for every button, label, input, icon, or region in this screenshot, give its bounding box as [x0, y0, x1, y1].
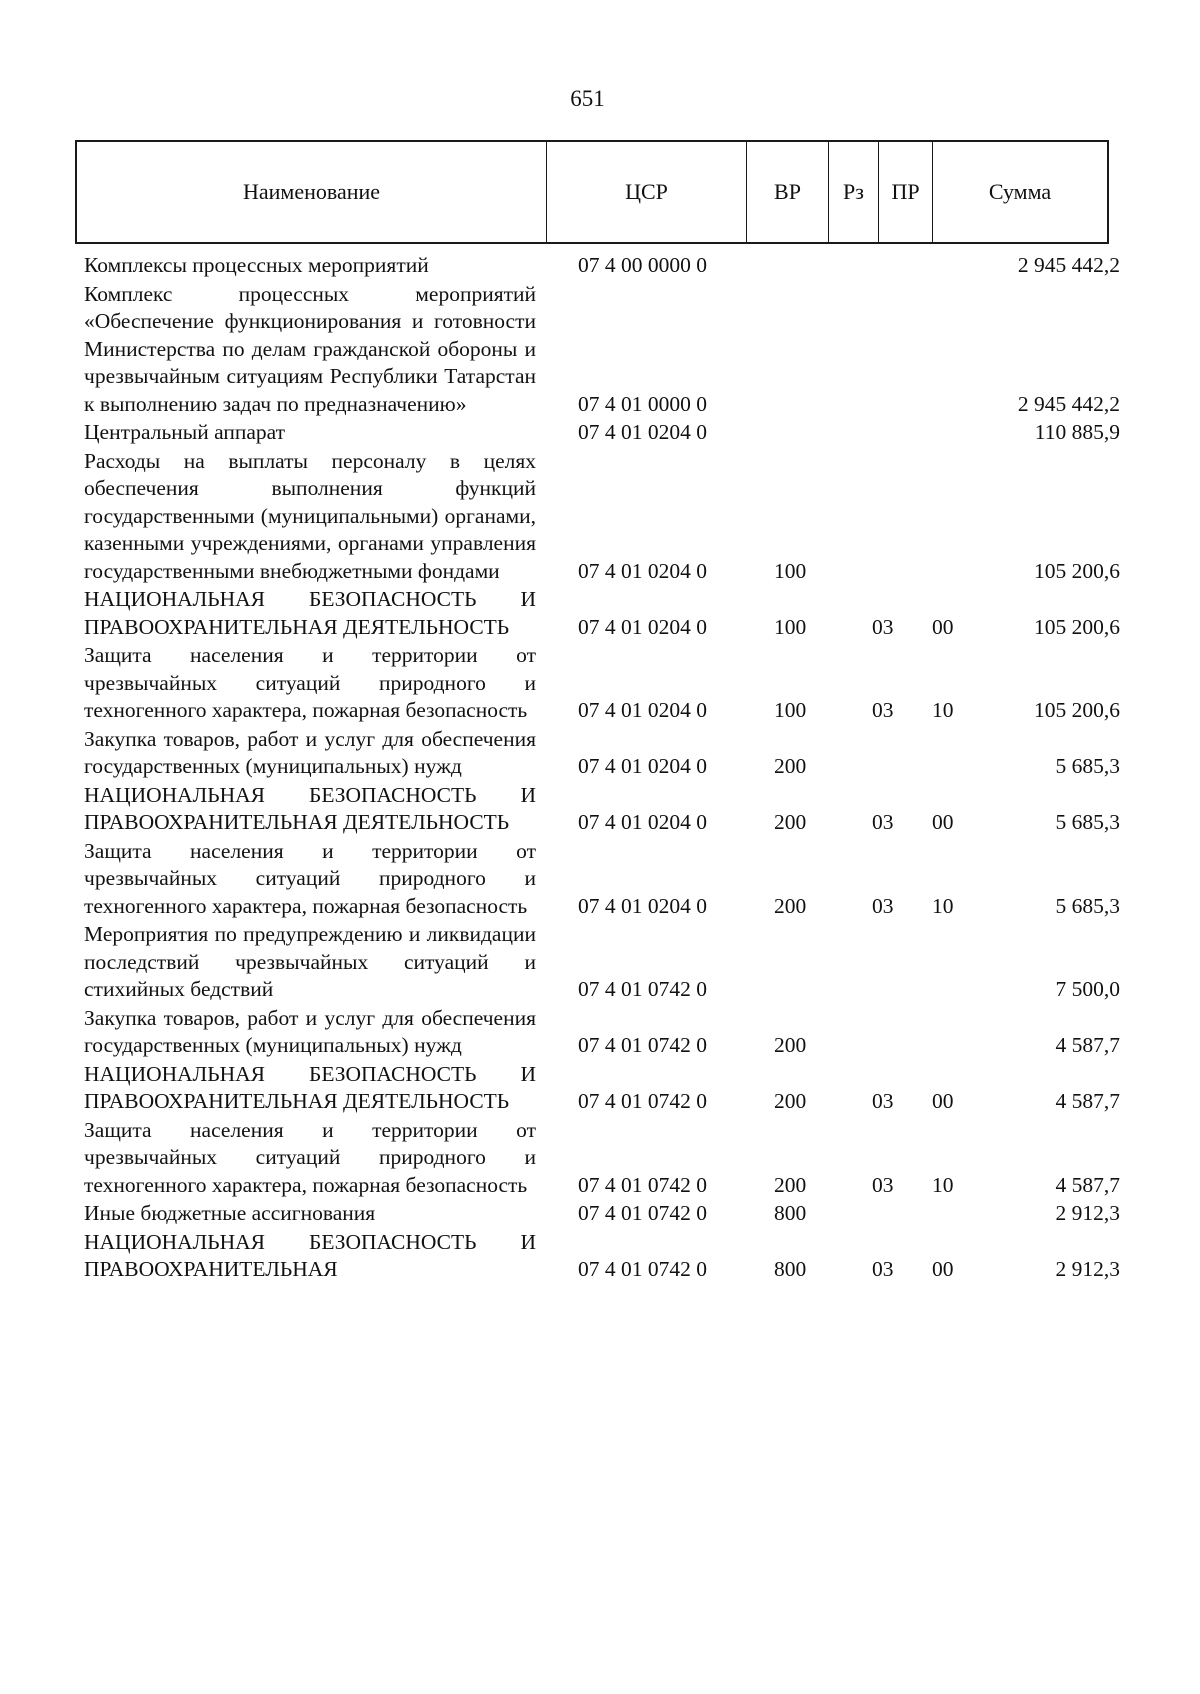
cell-pr: 00 [932, 1257, 954, 1281]
cell-rz: 03 [872, 1089, 894, 1113]
cell-pr: 10 [932, 1172, 954, 1197]
cell-pr: 00 [932, 810, 954, 834]
cell-vr: 100 [774, 614, 807, 639]
cell-csr: 07 4 01 0204 0 [578, 893, 707, 918]
cell-sum: 2 912,3 [1055, 1201, 1120, 1225]
cell-sum: 4 587,7 [1055, 1089, 1120, 1113]
cell-csr: 07 4 01 0742 0 [578, 977, 707, 1001]
cell-sum: 5 685,3 [1055, 893, 1120, 918]
cell-csr: 07 4 01 0742 0 [578, 1089, 707, 1113]
cell-csr: 07 4 01 0742 0 [578, 1033, 707, 1057]
table-row [84, 1005, 1124, 1060]
table-row [84, 1061, 1124, 1116]
table-header [75, 140, 1109, 244]
cell-rz: 03 [872, 893, 894, 918]
header-sum: Сумма [988, 179, 1052, 204]
header-rz: Рз [829, 142, 879, 242]
table-row [84, 642, 1124, 725]
cell-pr: 10 [932, 698, 954, 722]
cell-csr: 07 4 01 0204 0 [578, 754, 707, 778]
table-row [84, 782, 1124, 837]
cell-vr: 200 [774, 1033, 807, 1057]
cell-rz: 03 [872, 698, 894, 722]
cell-vr: 200 [774, 1172, 807, 1197]
header-pr: ПР [879, 142, 933, 242]
cell-csr: 07 4 01 0000 0 [578, 391, 707, 416]
table-row [84, 586, 1124, 641]
cell-name: Комплексы процессных мероприятий [84, 253, 429, 277]
cell-name: Закупка товаров, работ и услуг для обеспечения государственных (муниципальных) нужд [84, 726, 536, 778]
cell-name: Центральный аппарат [84, 420, 286, 444]
cell-sum: 5 685,3 [1055, 754, 1120, 778]
table-row [84, 419, 1124, 447]
cell-name: НАЦИОНАЛЬНАЯ БЕЗОПАСНОСТЬ И ПРАВООХРАНИТЕЛЬНАЯ ДЕЯТЕЛЬНОСТЬ [84, 587, 536, 639]
cell-csr: 07 4 01 0204 0 [578, 810, 707, 834]
table-row [84, 1229, 1124, 1284]
table-row [84, 281, 1124, 419]
cell-pr: 10 [932, 893, 954, 918]
cell-vr: 100 [774, 558, 807, 583]
header-vr: ВР [747, 142, 829, 242]
cell-sum: 7 500,0 [1055, 977, 1120, 1001]
cell-csr: 07 4 01 0742 0 [578, 1201, 707, 1225]
cell-vr: 200 [774, 893, 807, 918]
cell-csr: 07 4 01 0742 0 [578, 1257, 707, 1281]
header-name: Наименование [77, 142, 547, 242]
cell-vr: 800 [774, 1257, 807, 1281]
cell-vr: 200 [774, 754, 807, 778]
cell-name: Защита населения и территории от чрезвычайных ситуаций природного и техногенного характера, пожарная безопасность [84, 838, 536, 918]
cell-csr: 07 4 01 0204 0 [578, 698, 707, 722]
cell-csr: 07 4 00 0000 0 [578, 253, 707, 277]
cell-sum: 4 587,7 [1055, 1172, 1120, 1197]
cell-sum: 2 912,3 [1055, 1257, 1120, 1281]
budget-table-body [84, 252, 1124, 1285]
table-row [84, 838, 1124, 921]
cell-name: НАЦИОНАЛЬНАЯ БЕЗОПАСНОСТЬ И ПРАВООХРАНИТЕЛЬНАЯ ДЕЯТЕЛЬНОСТЬ [84, 782, 536, 834]
cell-name: НАЦИОНАЛЬНАЯ БЕЗОПАСНОСТЬ И ПРАВООХРАНИТЕЛЬНАЯ ДЕЯТЕЛЬНОСТЬ [84, 1061, 536, 1113]
cell-sum: 4 587,7 [1055, 1033, 1120, 1057]
cell-name: Мероприятия по предупреждению и ликвидации последствий чрезвычайных ситуаций и стихийных бедствий [84, 922, 536, 1001]
cell-rz: 03 [872, 614, 894, 639]
cell-rz: 03 [872, 810, 894, 834]
cell-vr: 800 [774, 1201, 807, 1225]
cell-vr: 200 [774, 810, 807, 834]
cell-pr: 00 [932, 614, 954, 639]
cell-csr: 07 4 01 0204 0 [578, 420, 707, 444]
cell-name: Закупка товаров, работ и услуг для обеспечения государственных (муниципальных) нужд [84, 1005, 536, 1057]
cell-csr: 07 4 01 0204 0 [578, 614, 707, 639]
page-number: 651 [570, 86, 605, 111]
cell-sum: 105 200,6 [1034, 698, 1120, 722]
cell-name: Комплекс процессных мероприятий «Обеспечение функционирования и готовности Министерства по делам гражданской обороны и чрезвычайным ситуациям Республики Татарстан к выполнению задач по предназначению» [84, 281, 536, 416]
cell-vr: 200 [774, 1089, 807, 1113]
cell-sum: 2 945 442,2 [1017, 391, 1120, 416]
cell-name: НАЦИОНАЛЬНАЯ БЕЗОПАСНОСТЬ И ПРАВООХРАНИТЕЛЬНАЯ [84, 1229, 536, 1281]
table-row [84, 726, 1124, 781]
header-csr: ЦСР [547, 142, 747, 242]
cell-pr: 00 [932, 1089, 954, 1113]
table-row [84, 448, 1124, 586]
cell-csr: 07 4 01 0742 0 [578, 1172, 707, 1197]
cell-sum: 110 885,9 [1034, 420, 1120, 444]
cell-sum: 105 200,6 [1034, 558, 1120, 583]
cell-name: Защита населения и территории от чрезвычайных ситуаций природного и техногенного характера, пожарная безопасность [84, 643, 536, 722]
cell-sum: 2 945 442,2 [1017, 253, 1120, 277]
cell-name: Защита населения и территории от чрезвычайных ситуаций природного и техногенного характера, пожарная безопасность [84, 1117, 536, 1197]
cell-rz: 03 [872, 1257, 894, 1281]
table-row [84, 252, 1124, 280]
cell-vr: 100 [774, 698, 807, 722]
table-row [84, 1200, 1124, 1228]
table-row [84, 1117, 1124, 1200]
cell-rz: 03 [872, 1172, 894, 1197]
cell-name: Иные бюджетные ассигнования [84, 1201, 376, 1225]
table-row [84, 921, 1124, 1004]
cell-name: Расходы на выплаты персоналу в целях обеспечения выполнения функций государственными (муниципальными) органами, казенными учреждениями, органами управления государственными внебюджетными фондами [84, 448, 536, 583]
cell-sum: 5 685,3 [1055, 810, 1120, 834]
cell-csr: 07 4 01 0204 0 [578, 558, 707, 583]
cell-sum: 105 200,6 [1034, 614, 1120, 639]
